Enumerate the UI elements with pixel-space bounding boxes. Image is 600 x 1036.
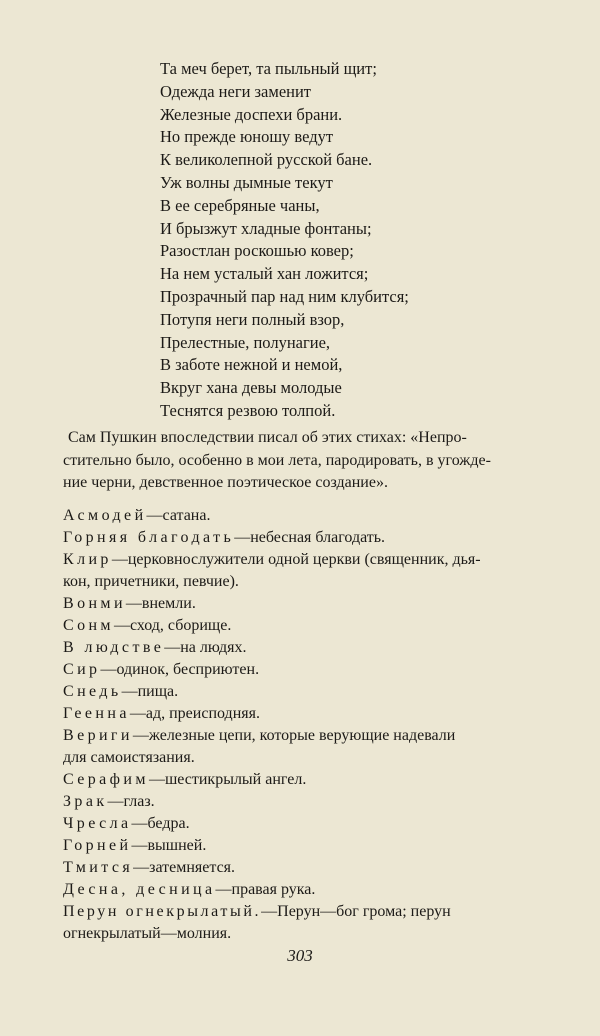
glossary-definition: —вышней. (131, 837, 207, 854)
glossary-entry (63, 659, 538, 681)
glossary-continuation: кон, причетники, певчие). (63, 573, 239, 590)
glossary-entry (63, 769, 538, 791)
glossary-term: Сонм (63, 617, 114, 634)
glossary-definition: —правая рука. (215, 881, 316, 898)
glossary-term: Чресла (63, 815, 132, 832)
glossary-term: Асмодей (63, 507, 147, 524)
poem-line: Прозрачный пар над ним клубится; (160, 286, 409, 306)
poem-line: К великолепной русской бане. (160, 150, 373, 170)
glossary-definition: —церковнослужители одной церкви (священник, дья- (111, 551, 481, 568)
glossary-entry (63, 835, 538, 857)
poem-line: И брызжут хладные фонтаны; (160, 218, 372, 238)
glossary-definition: —ад, преисподняя. (129, 705, 260, 722)
glossary-entry (63, 791, 538, 813)
poem-line: На нем усталый хан ложится; (160, 264, 369, 284)
glossary-entry (63, 703, 538, 725)
glossary-term: Тмится (63, 859, 134, 876)
glossary-continuation: для самоистязания. (63, 749, 195, 766)
glossary-entry (63, 637, 538, 659)
glossary-definition: —пища. (121, 683, 179, 700)
poem-line: Теснятся резвою толпой. (160, 400, 336, 420)
poem-line: Железные доспехи брани. (160, 104, 343, 124)
glossary-entry (63, 527, 538, 549)
poem-line: Та меч берет, та пыльный щит; (160, 59, 377, 78)
glossary-definition: —Перун—бог грома; перун (261, 903, 451, 920)
glossary-term: Вонми (63, 595, 126, 612)
glossary-entry (63, 615, 538, 637)
glossary-term: Горней (63, 837, 132, 854)
page-number: 303 (287, 946, 313, 965)
glossary-definition: —бедра. (131, 815, 190, 832)
glossary-entry (63, 549, 538, 571)
poem-line: Потупя неги полный взор, (160, 309, 345, 329)
glossary-term: Сир (63, 661, 101, 678)
glossary-term: Снедь (63, 683, 122, 700)
glossary-entry (63, 857, 538, 879)
glossary-entry (63, 681, 538, 703)
poem-line: Одежда неги заменит (160, 81, 312, 101)
glossary-term: Вериги (63, 727, 133, 744)
commentary-line: Сам Пушкин впоследствии писал об этих стихах: «Непро- (68, 429, 467, 446)
poem-line: Вкруг хана девы молодые (160, 378, 342, 398)
glossary-definition: —глаз. (107, 793, 155, 810)
glossary-term: Десна, десница (63, 881, 216, 898)
poem-line: Прелестные, полунагие, (160, 332, 331, 352)
glossary-entry (63, 593, 538, 615)
poem-line: Уж волны дымные текут (160, 172, 333, 192)
glossary-definition: —железные цепи, которые верующие надевали (132, 727, 456, 744)
commentary-paragraph (63, 427, 538, 495)
glossary-definition: —сатана. (146, 507, 211, 524)
glossary-entry (63, 505, 538, 527)
glossary-definition: —шестикрылый ангел. (148, 771, 307, 788)
glossary-entry (63, 879, 538, 901)
glossary-definition: —на людях. (164, 639, 247, 656)
commentary-line: стительно было, особенно в мои лета, пародировать, в угожде- (63, 451, 491, 469)
poem-excerpt (160, 58, 409, 423)
glossary-definition: —сход, сборище. (113, 617, 232, 634)
glossary-definition: —одинок, бесприютен. (100, 661, 260, 678)
glossary-term: Клир (63, 551, 112, 568)
glossary-continuation: огнекрылатый—молния. (63, 925, 232, 942)
glossary-term: Горняя благодать (63, 529, 235, 546)
glossary-entry (63, 901, 538, 923)
glossary-definition: —небесная благодать. (234, 529, 386, 546)
poem-line: Разостлан роскошью ковер; (160, 241, 354, 261)
glossary-definition: —внемли. (125, 595, 196, 612)
glossary-term: В людстве (63, 639, 165, 656)
poem-line: Но прежде юношу ведут (160, 127, 334, 147)
glossary (63, 505, 538, 945)
glossary-term: Геенна (63, 705, 130, 722)
commentary-line: ние черни, девственное поэтическое создание». (63, 474, 388, 491)
glossary-definition: —затемняется. (133, 859, 236, 876)
poem-line: В заботе нежной и немой, (160, 355, 343, 375)
glossary-term: Серафим (63, 771, 149, 788)
glossary-term: Перун огнекрылатый. (63, 903, 262, 920)
glossary-entry (63, 725, 538, 747)
glossary-term: Зрак (63, 793, 108, 810)
poem-line: В ее серебряные чаны, (160, 195, 320, 215)
glossary-entry (63, 813, 538, 835)
